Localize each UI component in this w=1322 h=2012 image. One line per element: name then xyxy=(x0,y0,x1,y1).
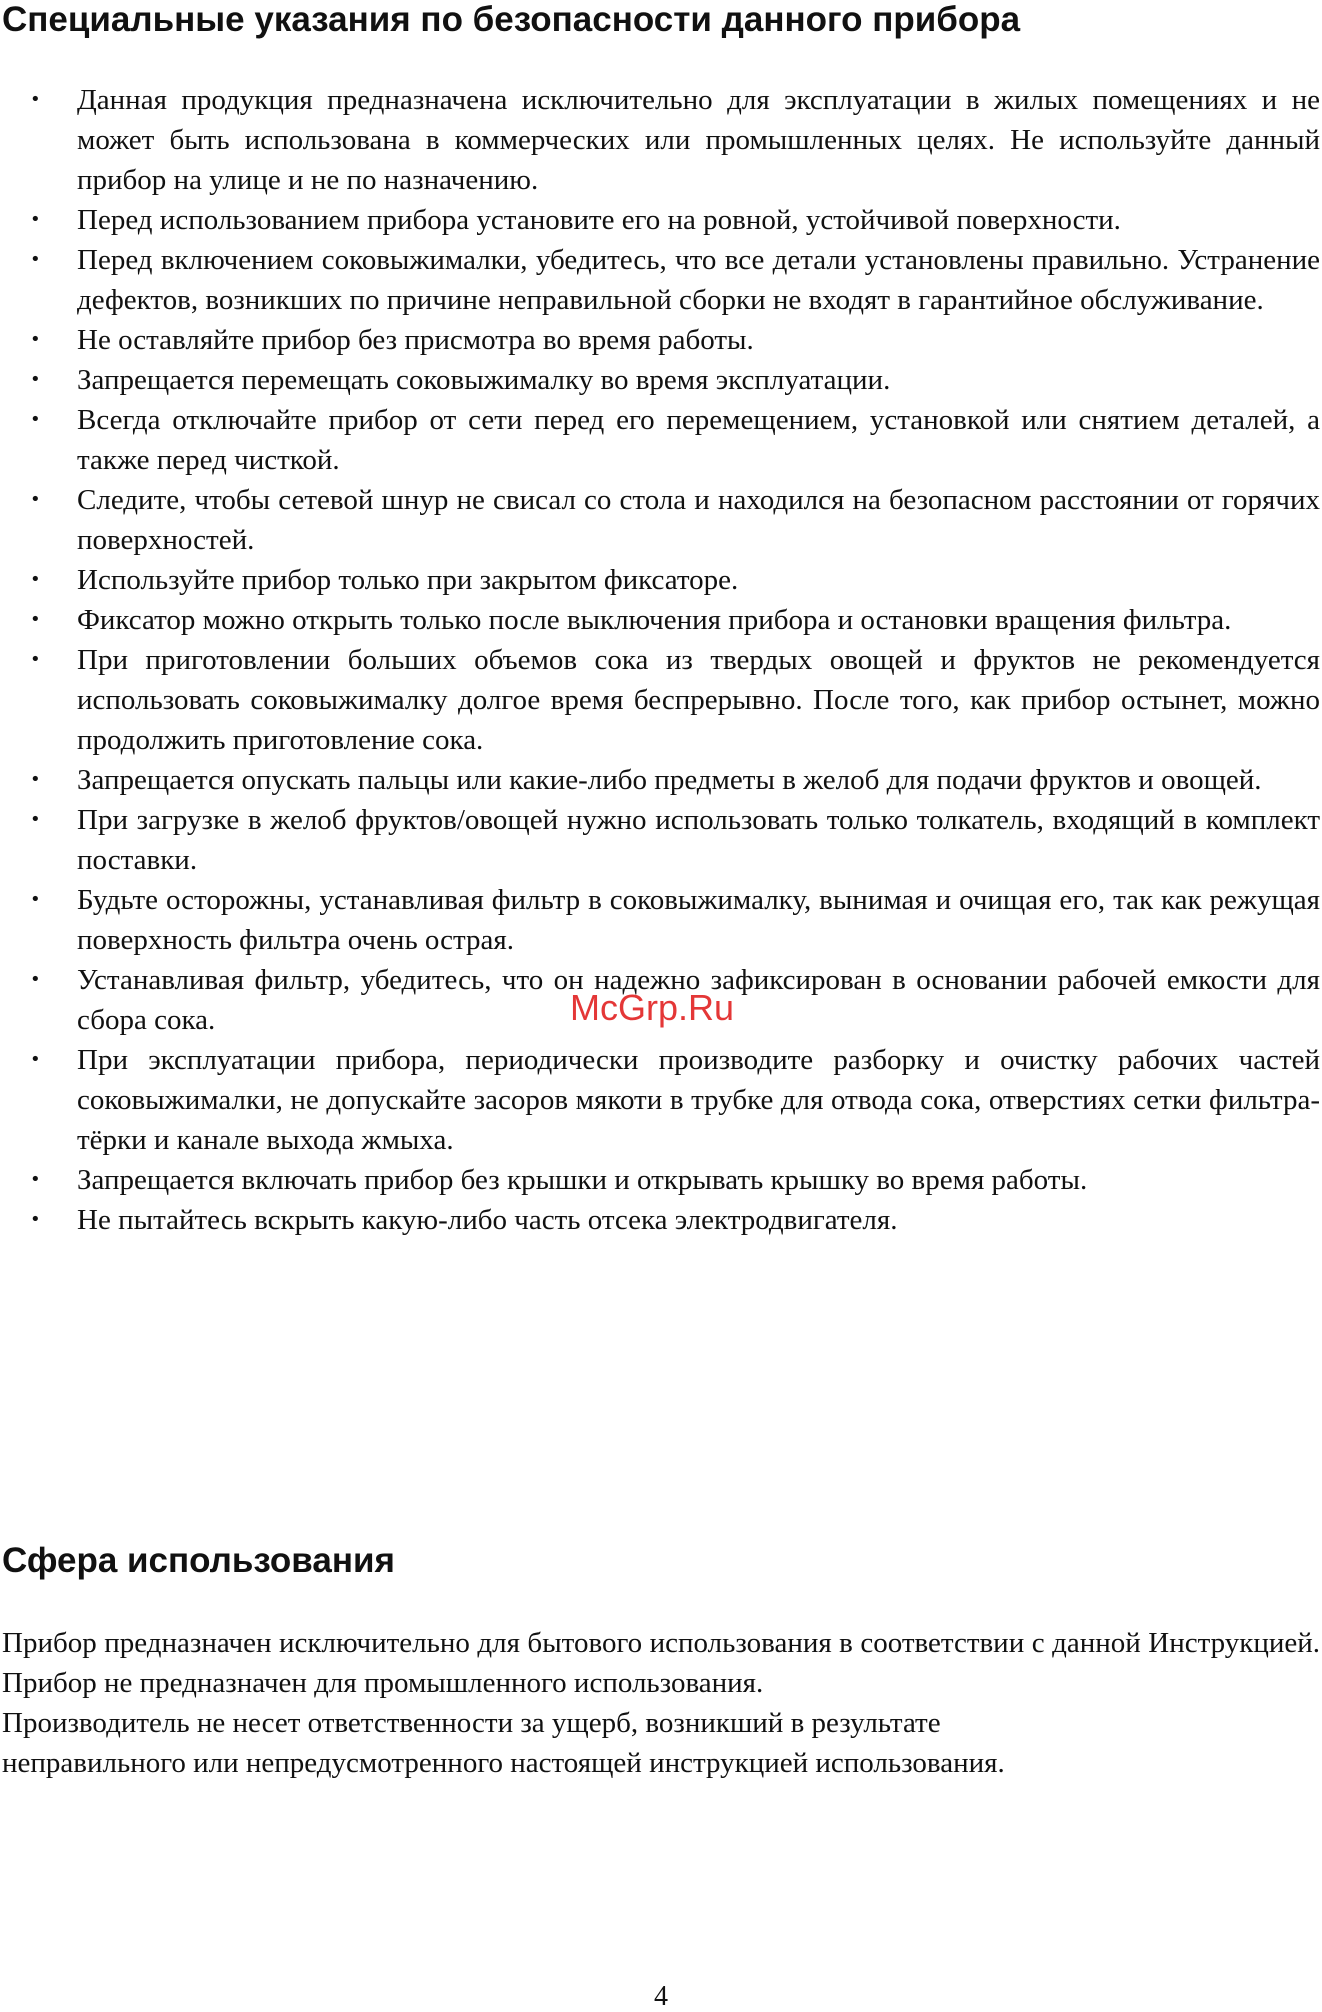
page-number: 4 xyxy=(654,1981,668,2012)
list-item xyxy=(0,640,1322,760)
usage-paragraph xyxy=(2,1623,1320,1783)
list-item-text: Запрещается опускать пальцы или какие-либо предметы в желоб для подачи фруктов и овощей. xyxy=(77,764,1262,796)
list-item-text: Устанавливая фильтр, убедитесь, что он надежно зафиксирован в основании рабочей емкости для сбора сока. xyxy=(77,964,1320,1036)
usage-text-line-3: неправильного или непредусмотренного настоящей инструкцией использования. xyxy=(2,1747,1005,1779)
watermark-text: McGrp.Ru xyxy=(570,987,735,1028)
usage-text-line-2: Производитель не несет ответственности за ущерб, возникший в результате xyxy=(2,1707,941,1739)
list-item-text: Не оставляйте прибор без присмотра во время работы. xyxy=(77,324,754,356)
bullet-icon: • xyxy=(30,89,41,110)
list-item xyxy=(0,400,1322,480)
list-item-text: Перед использованием прибора установите его на ровной, устойчивой поверхности. xyxy=(77,204,1121,236)
safety-heading: Специальные указания по безопасности данного прибора xyxy=(2,0,1021,39)
list-item xyxy=(0,1200,1322,1240)
bullet-icon: • xyxy=(30,889,41,910)
list-item xyxy=(0,600,1322,640)
bullet-icon: • xyxy=(30,489,41,510)
list-item xyxy=(0,880,1322,960)
list-item xyxy=(0,360,1322,400)
list-item-text: Будьте осторожны, устанавливая фильтр в соковыжималку, вынимая и очищая его, так как режущая поверхность фильтра очень острая. xyxy=(77,884,1320,956)
list-item-text: Следите, чтобы сетевой шнур не свисал со стола и находился на безопасном расстоянии от горячих поверхностей. xyxy=(77,484,1320,556)
list-item-text: Фиксатор можно открыть только после выключения прибора и остановки вращения фильтра. xyxy=(77,604,1232,636)
bullet-icon: • xyxy=(30,969,41,990)
list-item-text: Всегда отключайте прибор от сети перед его перемещением, установкой или снятием деталей, а также перед чисткой. xyxy=(77,404,1320,476)
list-item xyxy=(0,480,1322,560)
list-item-text: Перед включением соковыжималки, убедитесь, что все детали установлены правильно. Устранение дефектов, возникших по причине неправильной сборки не входят в гарантийное обслуживание. xyxy=(77,244,1320,316)
list-item xyxy=(0,560,1322,600)
bullet-icon: • xyxy=(30,249,41,270)
bullet-icon: • xyxy=(30,649,41,670)
usage-text-line-1: Прибор предназначен исключительно для бытового использования в соответствии с данной Инструкцией. Прибор не предназначен для промышленного использования. xyxy=(2,1627,1320,1699)
list-item-text: Данная продукция предназначена исключительно для эксплуатации в жилых помещениях и не может быть использована в коммерческих или промышленных целях. Не используйте данный прибор на улице и не по назначению. xyxy=(77,84,1320,196)
list-item xyxy=(0,1160,1322,1200)
list-item xyxy=(0,80,1322,200)
bullet-icon: • xyxy=(30,1209,41,1230)
bullet-icon: • xyxy=(30,809,41,830)
list-item-text: Не пытайтесь вскрыть какую-либо часть отсека электродвигателя. xyxy=(77,1204,898,1236)
list-item xyxy=(0,800,1322,880)
bullet-icon: • xyxy=(30,1049,41,1070)
usage-heading: Сфера использования xyxy=(2,1541,395,1580)
list-item xyxy=(0,760,1322,800)
bullet-icon: • xyxy=(30,609,41,630)
bullet-icon: • xyxy=(30,1169,41,1190)
list-item xyxy=(0,200,1322,240)
list-item-text: При приготовлении больших объемов сока из твердых овощей и фруктов не рекомендуется использовать соковыжималку долгое время беспрерывно. После того, как прибор остынет, можно продолжить приготовление сока. xyxy=(77,644,1320,756)
bullet-icon: • xyxy=(30,569,41,590)
list-item xyxy=(0,1040,1322,1160)
list-item-text: Запрещается перемещать соковыжималку во время эксплуатации. xyxy=(77,364,891,396)
list-item-text: При загрузке в желоб фруктов/овощей нужно использовать только толкатель, входящий в комплект поставки. xyxy=(77,804,1320,876)
bullet-icon: • xyxy=(30,409,41,430)
bullet-icon: • xyxy=(30,769,41,790)
bullet-icon: • xyxy=(30,369,41,390)
list-item xyxy=(0,320,1322,360)
list-item-text: Запрещается включать прибор без крышки и открывать крышку во время работы. xyxy=(77,1164,1088,1196)
safety-list xyxy=(0,80,1322,1240)
list-item-text: При эксплуатации прибора, периодически производите разборку и очистку рабочих частей соковыжималки, не допускайте засоров мякоти в трубке для отвода сока, отверстиях сетки фильтра-тёрки и канале выхода жмыха. xyxy=(77,1044,1320,1156)
list-item xyxy=(0,240,1322,320)
bullet-icon: • xyxy=(30,329,41,350)
bullet-icon: • xyxy=(30,209,41,230)
list-item-text: Используйте прибор только при закрытом фиксаторе. xyxy=(77,564,739,596)
